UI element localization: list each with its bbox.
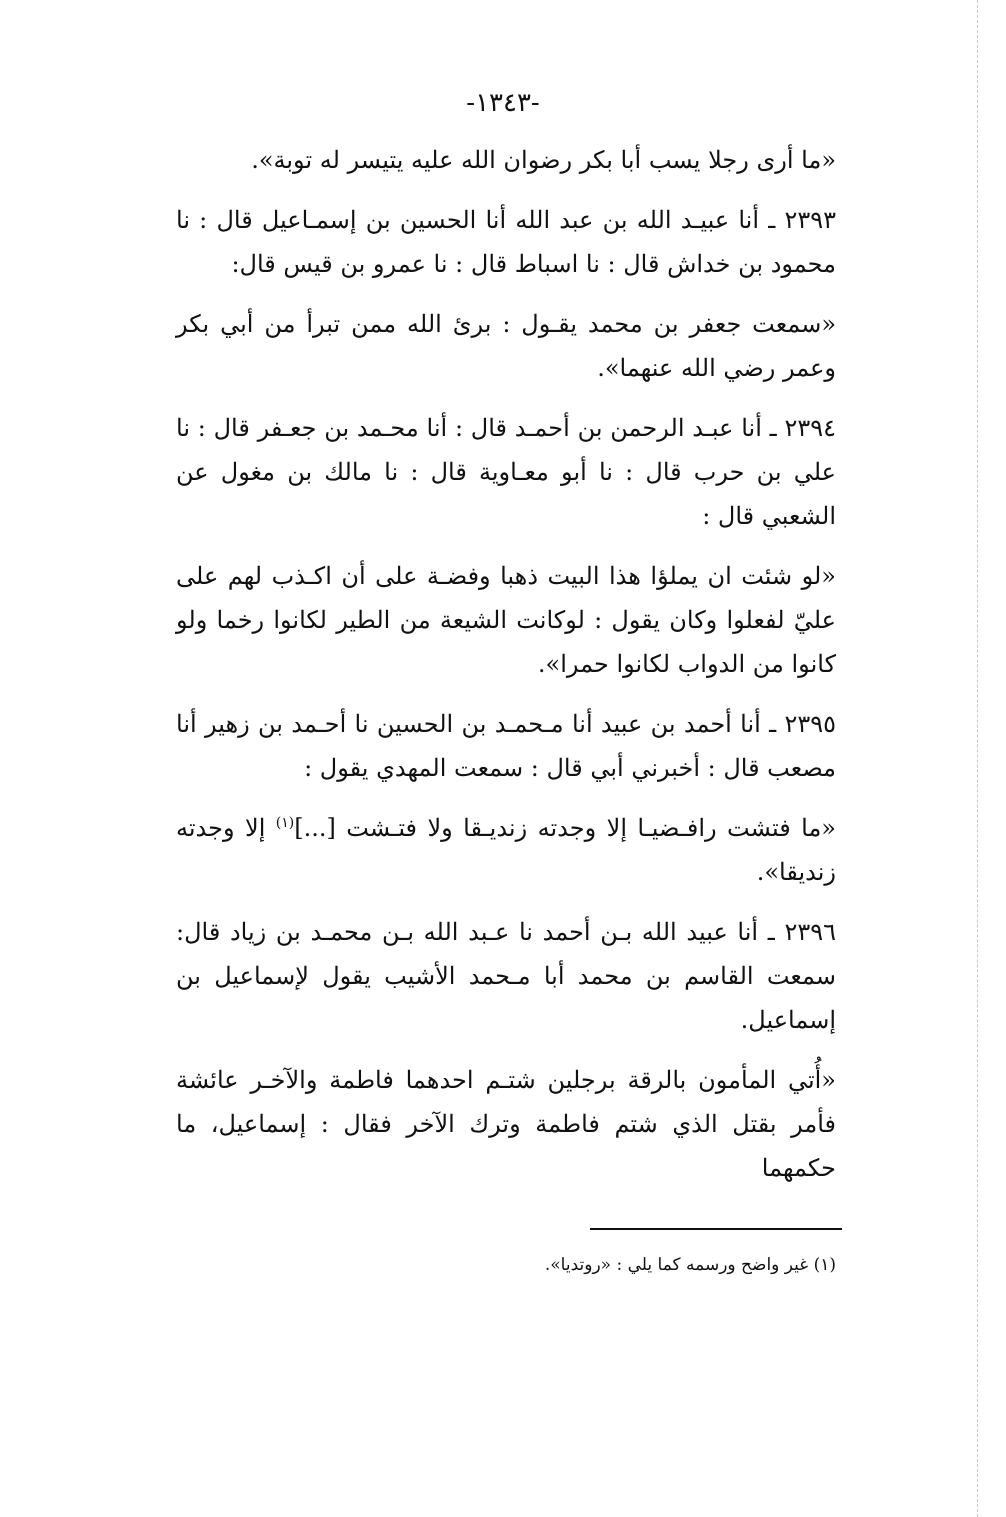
narration-2393: ٢٣٩٣ ـ أنا عبيـد الله بن عبد الله أنا الحسين بن إسمـاعيل قال : نا محمود بن خداش قال : نا اسباط قال : نا عمرو بن قيس قال:: [176, 206, 836, 278]
quote-paragraph-3: «لو شئت ان يملؤا هذا البيت ذهبا وفضـة على أن اكـذب لهم على عليّ لفعلوا وكان يقول : لوكانت الشيعة من الطير لكانوا رخما ولو كانوا من الدواب لكانوا حمرا».: [176, 562, 836, 678]
quote-text-after-note: إلا وجدته زنديقا».: [176, 814, 836, 886]
footnote-divider: [590, 1228, 842, 1230]
footnote: (١) غير واضح ورسمه كما يلي : «روتديا».: [544, 1255, 836, 1275]
narration-2394: ٢٣٩٤ ـ أنا عبـد الرحمن بن أحمـد قال : أنا محـمد بن جعـفر قال : نا علي بن حرب قال : نا أبو معـاوية قال : نا مالك بن مغول عن الشعبي قال :: [176, 414, 837, 530]
main-text: [176, 138, 836, 1206]
page-number: -١٣٤٣-: [466, 88, 540, 118]
quote-text-before-note: «ما فتشت رافـضيـا إلا وجدته زنديـقا ولا فتـشت [...]: [294, 814, 836, 842]
page-edge-line: [977, 0, 978, 1517]
quote-paragraph-5: «أُتي المأمون بالرقة برجلين شتـم احدهما فاطمة والآخـر عائشة فأمر بقتل الذي شتم فاطمة وترك الآخر فقال : إسماعيل، ما حكمهما: [176, 1066, 836, 1182]
quote-paragraph-1: «ما أرى رجلا يسب أبا بكر رضوان الله عليه يتيسر له توبة».: [251, 146, 836, 174]
quote-paragraph-4: [176, 806, 836, 894]
quote-paragraph-2: «سمعت جعفر بن محمد يقـول : برئ الله ممن تبرأ من أبي بكر وعمر رضي الله عنهما».: [176, 310, 836, 382]
narration-2396: ٢٣٩٦ ـ أنا عبيد الله بـن أحمد نا عـبد الله بـن محمـد بن زياد قال: سمعت القاسم بن محمد أبا مـحمد الأشيب يقول لإسماعيل بن إسماعيل.: [176, 918, 836, 1034]
narration-2395: ٢٣٩٥ ـ أنا أحمد بن عبيد أنا مـحمـد بن الحسين نا أحـمد بن زهير أنا مصعب قال : أخبرني أبي قال : سمعت المهدي يقول :: [176, 710, 836, 782]
footnote-marker[interactable]: (١): [275, 815, 295, 831]
